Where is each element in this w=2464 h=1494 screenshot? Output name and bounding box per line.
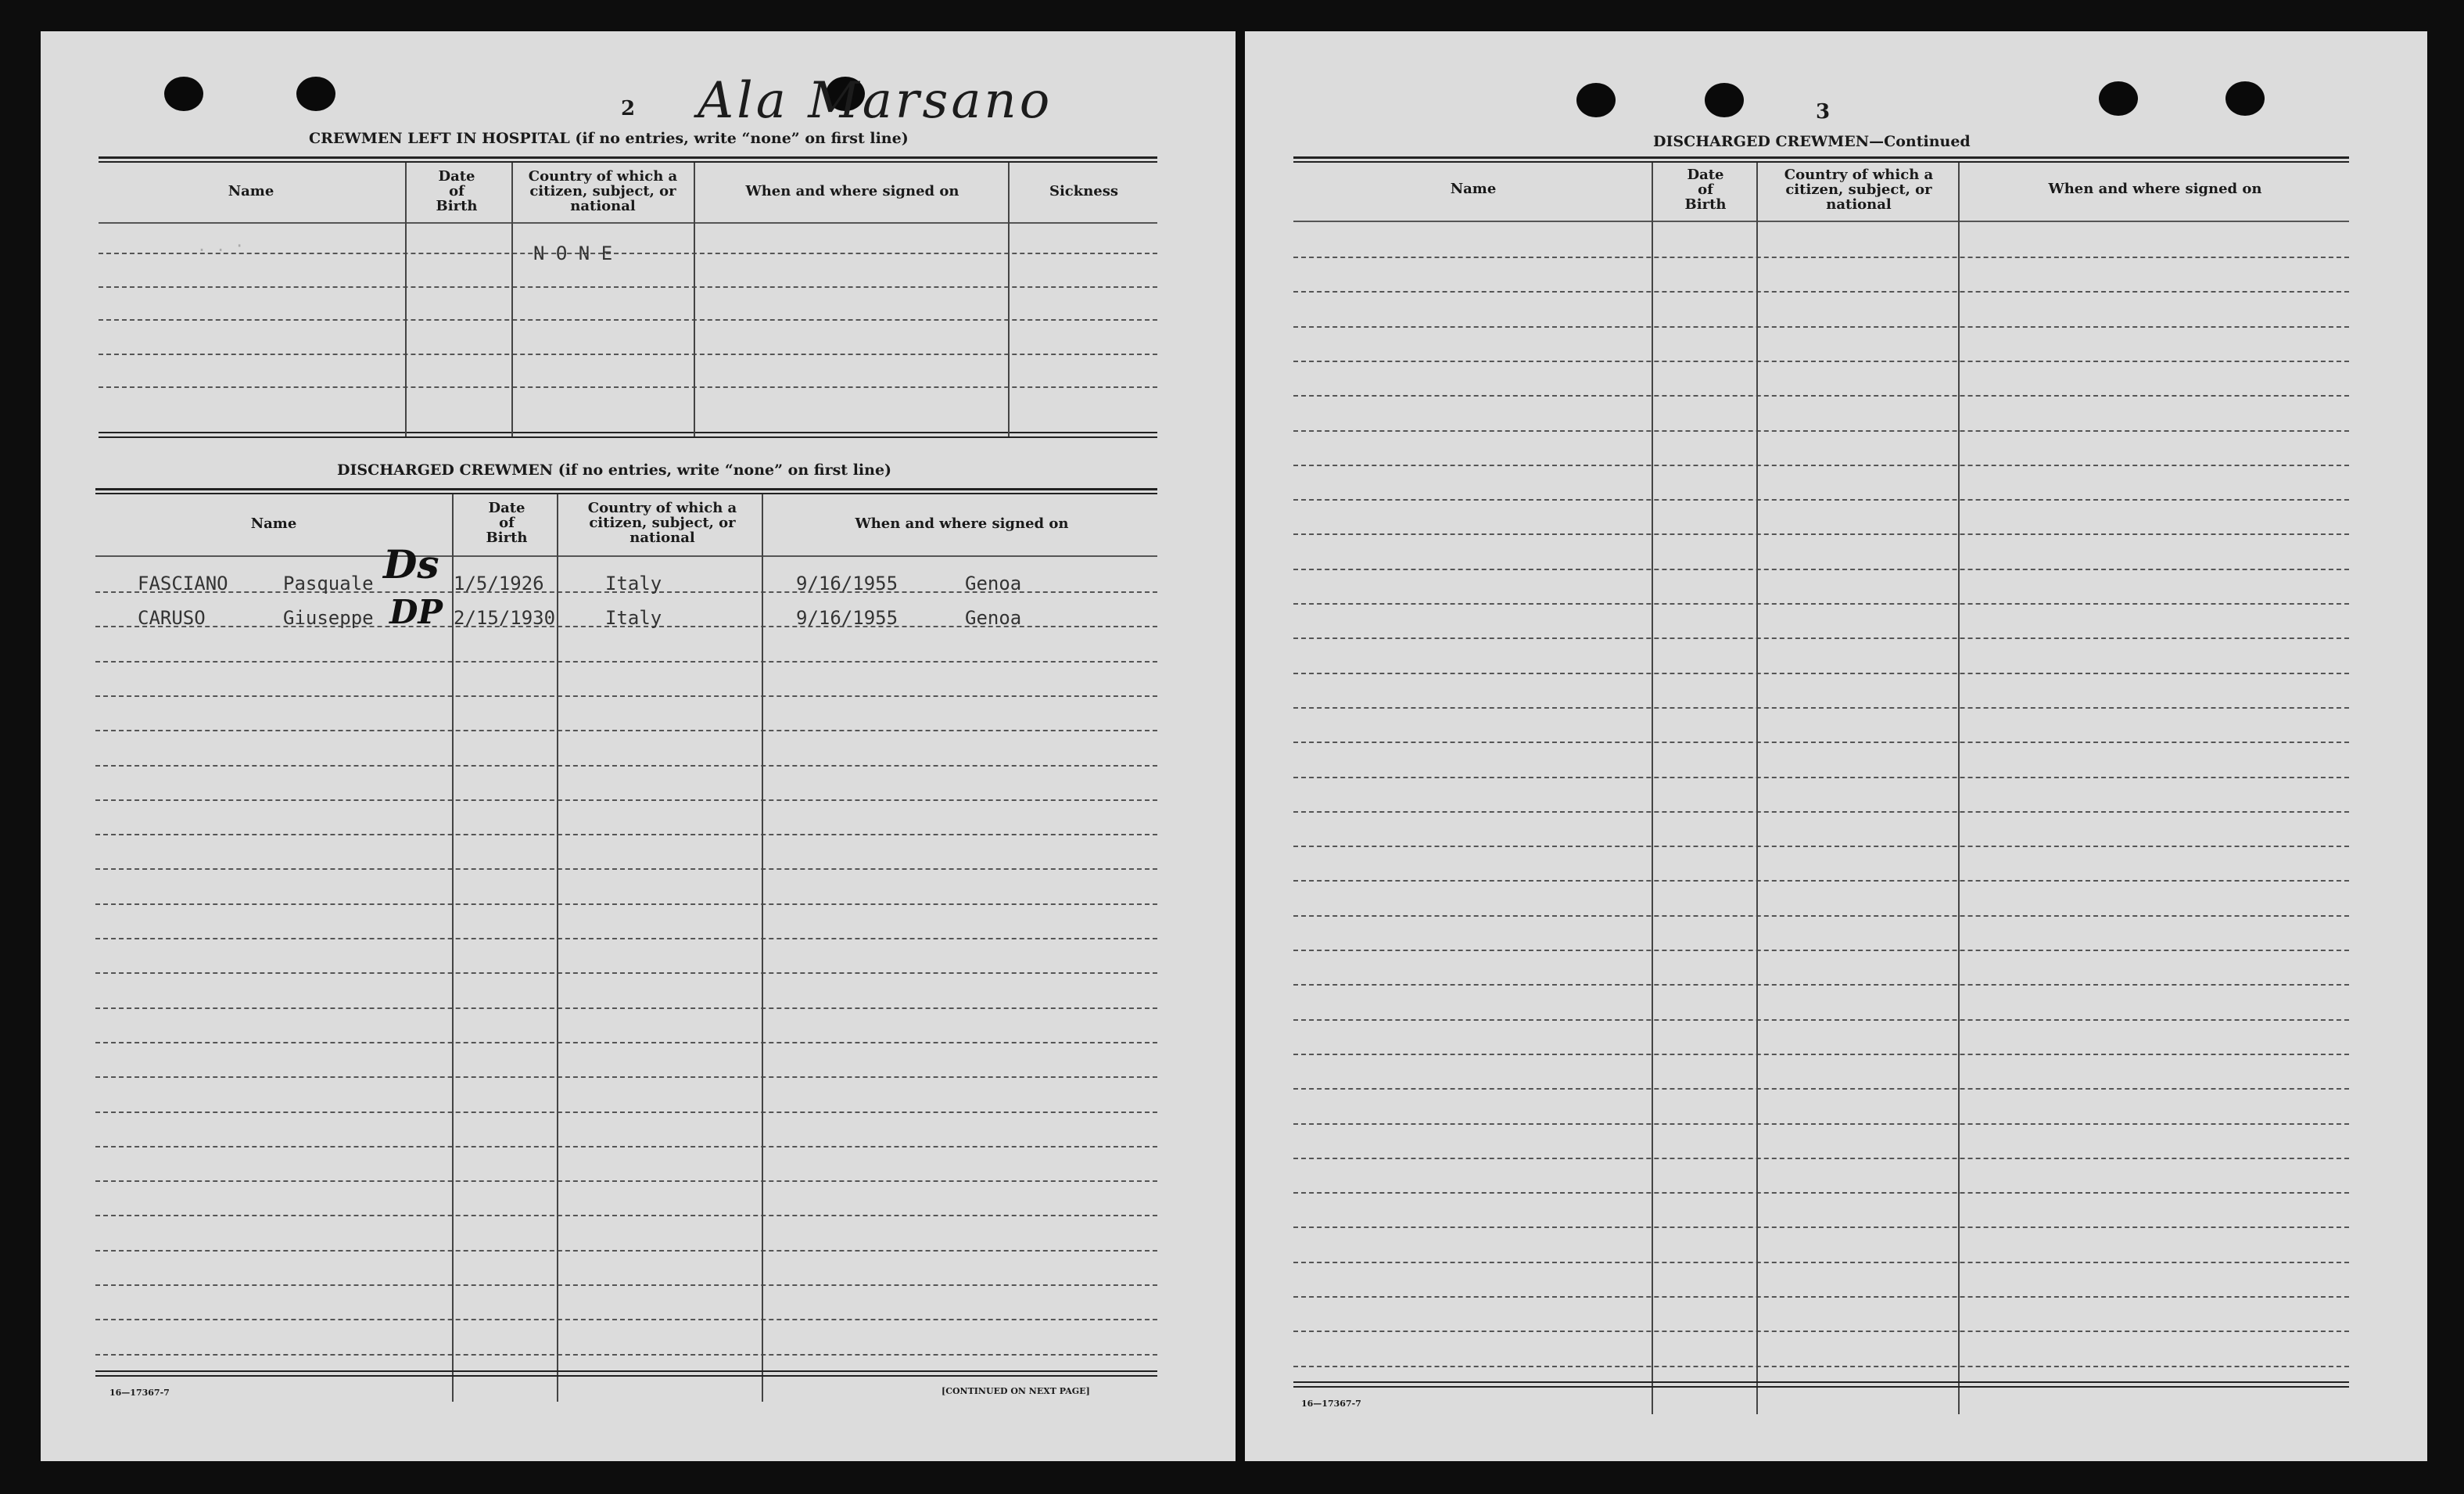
punch-hole bbox=[296, 77, 335, 111]
crewman-signed-place: Genoa bbox=[965, 607, 1022, 629]
hospital-instruction: (if no entries, write “none” on first line) bbox=[575, 130, 909, 147]
table-row-line bbox=[1293, 637, 2349, 639]
table-row-line bbox=[1293, 395, 2349, 397]
table-row-line bbox=[95, 1042, 1157, 1043]
punch-hole bbox=[1705, 83, 1744, 117]
table-row-line bbox=[1293, 569, 2349, 570]
table-row-line bbox=[1293, 777, 2349, 778]
discharged-header-name: Name bbox=[250, 515, 297, 532]
table-row-line bbox=[95, 1007, 1157, 1009]
crewman-country: Italy bbox=[605, 607, 662, 629]
crewman-dob: 1/5/1926 bbox=[454, 573, 544, 594]
crewman-signed-place: Genoa bbox=[965, 573, 1022, 594]
table-row-line bbox=[95, 661, 1157, 663]
table-row-line bbox=[1293, 1226, 2349, 1228]
discharged-header-signed: When and where signed on bbox=[855, 515, 1069, 532]
table-row-line bbox=[1293, 465, 2349, 466]
form-number: 16—17367-7 bbox=[1301, 1399, 1361, 1409]
right-top-rule bbox=[1293, 156, 2349, 159]
table-row-line bbox=[95, 799, 1157, 801]
table-row-line bbox=[95, 1076, 1157, 1078]
right-col-divider bbox=[1652, 163, 1653, 1414]
hospital-row-line bbox=[99, 319, 1157, 321]
table-row-line bbox=[95, 868, 1157, 870]
table-row-line bbox=[1293, 361, 2349, 362]
discharged-col-divider bbox=[762, 494, 763, 1402]
right-top-rule bbox=[1293, 161, 2349, 163]
table-row-line bbox=[1293, 533, 2349, 535]
crewman-given-name: Pasquale bbox=[283, 573, 374, 594]
table-row-line bbox=[95, 1319, 1157, 1320]
table-row-line bbox=[1293, 326, 2349, 328]
crewman-signed-date: 9/16/1955 bbox=[796, 573, 898, 594]
crewman-surname: FASCIANO bbox=[138, 573, 228, 594]
table-row-line bbox=[1293, 673, 2349, 674]
table-row-line bbox=[95, 1146, 1157, 1147]
hospital-header-signed: When and where signed on bbox=[745, 183, 959, 199]
crewman-dob: 2/15/1930 bbox=[454, 607, 556, 629]
right-header-country: Country of which a citizen, subject, or national bbox=[1784, 167, 1934, 213]
hospital-section-title bbox=[309, 130, 909, 147]
hospital-title-text: CREWMEN LEFT IN HOSPITAL bbox=[309, 130, 570, 147]
discharged-top-rule bbox=[95, 488, 1157, 490]
hospital-top-rule bbox=[99, 156, 1157, 159]
table-row-line bbox=[1293, 499, 2349, 501]
table-row-line bbox=[1293, 291, 2349, 293]
table-row-line bbox=[95, 1250, 1157, 1252]
right-col-divider bbox=[1958, 163, 1960, 1414]
hospital-header-country: Country of which a citizen, subject, or national bbox=[528, 168, 678, 214]
table-row-line bbox=[95, 730, 1157, 731]
punch-hole bbox=[164, 77, 203, 111]
table-row-line bbox=[1293, 707, 2349, 709]
hospital-row-line bbox=[99, 286, 1157, 288]
table-row-line bbox=[95, 834, 1157, 835]
discharged-header-rule bbox=[95, 555, 1157, 557]
table-row-line bbox=[1293, 1296, 2349, 1298]
hospital-header-sickness: Sickness bbox=[1049, 183, 1119, 199]
right-header-rule bbox=[1293, 221, 2349, 222]
table-row-line bbox=[1293, 950, 2349, 951]
punch-hole bbox=[1576, 83, 1616, 117]
hospital-none-entry: N O N E bbox=[533, 242, 613, 264]
discharged-bottom-rule bbox=[95, 1375, 1157, 1377]
hospital-row-line bbox=[99, 354, 1157, 355]
hospital-top-rule bbox=[99, 161, 1157, 163]
crewman-country: Italy bbox=[605, 573, 662, 594]
discharged-instruction: (if no entries, write “none” on first line) bbox=[558, 461, 892, 479]
table-row-line bbox=[1293, 1192, 2349, 1194]
table-row-line bbox=[1293, 257, 2349, 258]
crewman-given-name: Giuseppe bbox=[283, 607, 374, 629]
handwritten-signature: Ala Marsano bbox=[698, 72, 1053, 130]
page-number: 2 bbox=[621, 97, 636, 120]
table-row-line bbox=[95, 1112, 1157, 1113]
table-row-line bbox=[1293, 1088, 2349, 1090]
table-row-line bbox=[1293, 1262, 2349, 1263]
table-row-line bbox=[1293, 742, 2349, 743]
punch-hole bbox=[2099, 81, 2138, 116]
discharged-bottom-rule bbox=[95, 1370, 1157, 1372]
bleed-through-text: . . · bbox=[197, 236, 245, 255]
discharged-top-rule bbox=[95, 493, 1157, 494]
discharged-col-divider bbox=[452, 494, 454, 1402]
table-row-line bbox=[1293, 846, 2349, 847]
right-bottom-rule bbox=[1293, 1386, 2349, 1388]
table-row-line bbox=[1293, 430, 2349, 432]
right-header-signed: When and where signed on bbox=[2048, 181, 2262, 197]
table-row-line bbox=[1293, 880, 2349, 882]
hospital-bottom-rule bbox=[99, 432, 1157, 433]
form-number: 16—17367-7 bbox=[109, 1388, 170, 1398]
right-header-name: Name bbox=[1450, 181, 1497, 197]
table-row-line bbox=[1293, 1158, 2349, 1159]
hospital-col-divider bbox=[694, 163, 695, 436]
discharged-header-dob: Date of Birth bbox=[486, 500, 528, 546]
table-row-line bbox=[1293, 1054, 2349, 1055]
right-bottom-rule bbox=[1293, 1381, 2349, 1383]
hospital-header-name: Name bbox=[228, 183, 274, 199]
table-row-line bbox=[1293, 811, 2349, 813]
hospital-bottom-rule bbox=[99, 436, 1157, 438]
table-row-line bbox=[95, 1215, 1157, 1216]
hospital-row-line bbox=[99, 253, 1157, 254]
punch-hole bbox=[2225, 81, 2265, 116]
handwritten-initials: Ds bbox=[383, 541, 439, 587]
table-row-line bbox=[1293, 603, 2349, 605]
handwritten-initials: DP bbox=[389, 593, 443, 631]
table-row-line bbox=[95, 695, 1157, 697]
right-header-dob: Date of Birth bbox=[1684, 167, 1727, 213]
discharged-section-title bbox=[337, 461, 891, 479]
table-row-line bbox=[1293, 984, 2349, 986]
left-page bbox=[41, 31, 1236, 1461]
hospital-col-divider bbox=[405, 163, 407, 436]
right-col-divider bbox=[1756, 163, 1758, 1414]
table-row-line bbox=[1293, 1123, 2349, 1125]
discharged-title-text: DISCHARGED CREWMEN bbox=[337, 461, 554, 479]
table-row-line bbox=[1293, 915, 2349, 917]
table-row-line bbox=[95, 1354, 1157, 1356]
crewman-surname: CARUSO bbox=[138, 607, 206, 629]
discharged-continued-title: DISCHARGED CREWMEN—Continued bbox=[1653, 133, 1971, 150]
discharged-col-divider bbox=[557, 494, 558, 1402]
table-row-line bbox=[95, 903, 1157, 905]
table-row-line bbox=[1293, 1019, 2349, 1021]
table-row-line bbox=[1293, 1366, 2349, 1367]
right-page bbox=[1245, 31, 2427, 1461]
continued-note: [CONTINUED ON NEXT PAGE] bbox=[941, 1386, 1090, 1396]
hospital-header-dob: Date of Birth bbox=[436, 168, 478, 214]
table-row-line bbox=[95, 765, 1157, 767]
page-number: 3 bbox=[1816, 100, 1831, 124]
crewman-signed-date: 9/16/1955 bbox=[796, 607, 898, 629]
table-row-line bbox=[95, 972, 1157, 974]
table-row-line bbox=[95, 938, 1157, 939]
hospital-header-rule bbox=[99, 222, 1157, 224]
hospital-col-divider bbox=[511, 163, 513, 436]
table-row-line bbox=[95, 1284, 1157, 1286]
hospital-col-divider bbox=[1008, 163, 1010, 436]
hospital-row-line bbox=[99, 386, 1157, 388]
table-row-line bbox=[95, 1180, 1157, 1182]
table-row-line bbox=[1293, 1331, 2349, 1332]
discharged-header-country: Country of which a citizen, subject, or national bbox=[587, 500, 737, 546]
